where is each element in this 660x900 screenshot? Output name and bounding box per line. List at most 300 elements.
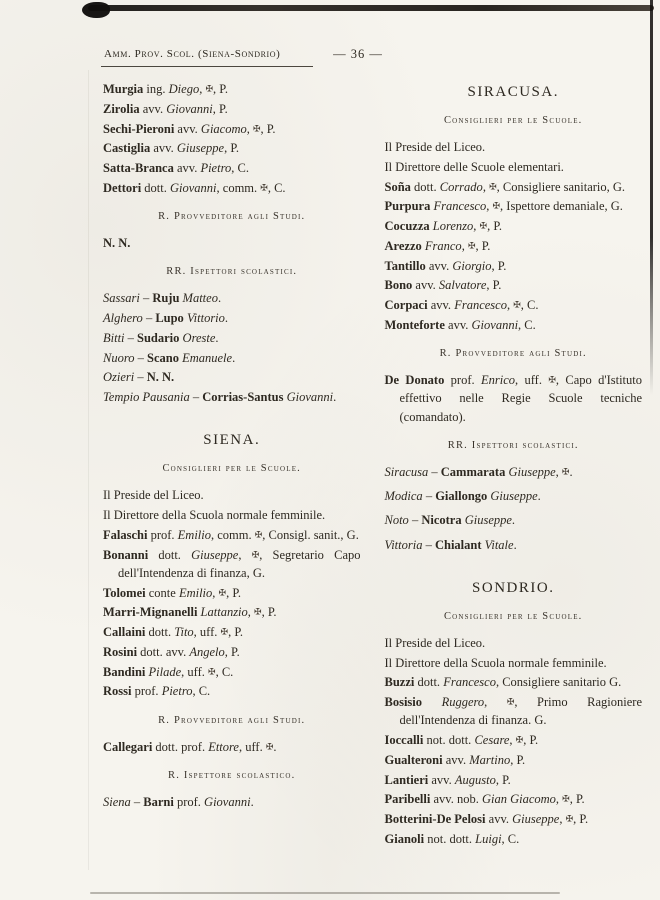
entry-text: Pietro [161,684,193,699]
entry-line [385,296,643,314]
entry-text: Scano [147,350,179,365]
entry-text: , [484,695,507,709]
decoration-cross-icon: ✠ [251,549,260,559]
decoration-cross-icon: ✠ [506,696,515,707]
entry-text: Ettore [208,739,239,754]
entry-text: Lantieri [384,772,429,787]
entry-line [385,536,643,554]
entry-text: , Primo Ragioniere dell'Intendenza di finanza. G. [399,695,642,728]
entry-text: Franco [424,238,462,253]
entry-text: , P. [491,258,507,273]
entry-text: . [224,311,229,325]
entry-text: , Segretario Capo dell'Intendenza di finanza, G. [118,547,361,580]
entry-text: dott. [141,180,170,195]
entry-group [103,234,361,252]
entry-text: . [513,537,517,552]
entry-text: , C. [192,684,211,699]
decoration-cross-icon: ✠ [515,734,524,745]
entry-text: conte [145,585,179,600]
entry-group [103,80,361,197]
entry-text: Bosisio [384,695,423,709]
entry-text: , P. [523,733,539,747]
entry-text: dott. prof. [152,739,209,754]
entry-text: Callaini [103,625,146,639]
entry-line [385,654,643,672]
entry-text: Corrias-Santus [202,390,284,404]
entry-text: Chialant [434,537,482,552]
entry-text: . [537,489,541,503]
entry-text: Giorgio [452,258,492,273]
entry-line [103,159,361,177]
entry-text: Ozieri [103,370,135,385]
entry-text: Angelo [189,644,225,659]
entry-text: , uff. [515,373,549,387]
entry-text: Callegari [103,739,153,754]
entry-text: . [511,513,516,528]
decoration-cross-icon: ✠ [562,793,570,804]
entry-text: Bono [384,278,413,293]
entry-text: Alghero [103,311,143,325]
entry-text: , Capo d'Istituto effettivo nelle Regie Scuole tecniche (comandato). [399,373,643,424]
entry-text: , [559,812,566,826]
entry-line [385,790,643,808]
entry-text: . [217,291,222,306]
entry-text: , P. [573,812,589,826]
entry-group [103,738,361,756]
r-provveditore-agli-studi-subheading: R. Provveditore agli Studi. [158,714,306,726]
entry-text: , [486,199,493,214]
entry-group [103,793,361,811]
running-header: Amm. Prov. Scol. (Siena-Sondrio) [104,48,281,60]
entry-text: N. N. [103,236,131,250]
entry-text: , P. [510,752,526,767]
entry-text: Giallongo [435,489,488,503]
entry-text: , uff. [181,664,209,679]
entry-text: , comm. [216,180,261,195]
entry-line [103,584,361,602]
decoration-cross-icon: ✠ [260,182,268,193]
entry-line [103,643,361,661]
entry-text: , [509,733,516,747]
entry-text: – [130,794,144,809]
entry-text: , P. [475,238,491,253]
entry-line [103,179,361,197]
entry-text: Falaschi [103,527,148,542]
entry-text: Bitti [103,330,125,345]
decoration-cross-icon: ✠ [208,666,216,676]
entry-text: – [139,291,153,306]
entry-text: Vittorio [186,311,225,325]
scan-artifact-top-edge [88,5,654,11]
entry-text: – [134,370,147,385]
entry-line [103,526,361,544]
entry-text: , [238,547,252,562]
entry-line [103,139,361,157]
entry-text: Il Preside del Liceo. [384,635,486,650]
entry-text: , P. [260,121,276,136]
header-rule [101,66,313,67]
entry-text: Nicotra [421,513,462,528]
entry-text: , Ispettore demaniale, G. [500,199,623,214]
entry-text: avv. [150,141,177,156]
consiglieri-per-le-scuole-subheading: Consiglieri per le Scuole. [443,610,583,622]
entry-text: avv. [425,258,453,273]
entry-text: De Donato [384,373,445,387]
entry-text: Rosini [103,644,138,659]
entry-text: . [215,330,219,345]
entry-text: avv. nob. [430,792,482,807]
entry-text: Il Direttore della Scuola normale femminile. [384,655,607,670]
entry-text: not. dott. [424,831,476,846]
consiglieri-per-le-scuole-subheading: Consiglieri per le Scuole. [162,463,302,475]
entry-text: Botterini-De Pelosi [384,812,486,826]
r-provveditore-agli-studi-subheading: R. Provveditore agli Studi. [158,211,306,222]
entry-text: Augusto [454,772,496,787]
entry-line [103,486,361,504]
entry-text: Satta-Branca [103,161,174,175]
entry-text: Emilio [177,527,211,542]
entry-text: dott. [145,625,175,639]
entry-text: , P. [261,605,277,620]
entry-text: , P. [224,644,240,659]
entry-line [103,738,361,756]
entry-text: , [461,238,468,253]
entry-line [385,316,643,334]
decoration-cross-icon: ✠ [254,606,262,617]
entry-line [103,368,361,386]
entry-line [103,682,361,700]
decoration-cross-icon: ✠ [265,741,274,751]
entry-text: Arezzo [384,238,422,253]
entry-line [103,234,361,252]
entry-text: Giuseppe [508,464,556,479]
entry-text: Giovanni [170,180,217,195]
entry-text: prof. [147,527,178,542]
entry-text: N. N. [146,370,175,385]
entry-text: , [482,179,490,194]
entry-text: Soña [384,179,411,194]
entry-text: – [422,489,436,503]
r-provveditore-agli-studi-subheading: R. Provveditore agli Studi. [439,348,587,359]
entry-text: . [569,464,573,479]
entry-line [103,100,361,118]
entry-text: , Consigliere sanitario G. [495,675,622,690]
entry-text: prof. [131,684,162,699]
entry-group [385,634,643,848]
page-number: — 36 — [333,47,383,61]
entry-text: Oreste [182,330,216,345]
entry-text: . [250,794,254,809]
entry-text: Giovanni [286,390,334,404]
entry-text: Lorenzo [432,219,474,233]
entry-text: – [134,350,147,365]
entry-text: Gianoli [384,831,425,846]
entry-text: , P. [224,141,240,156]
entry-text: – [124,330,138,345]
entry-text: Tolomei [103,585,146,600]
entry-text: Tantillo [384,258,426,273]
entry-text: Barni [143,794,174,809]
entry-line [385,257,643,275]
entry-text: Corpaci [384,298,428,312]
entry-text: , P. [213,82,228,96]
entry-text: Francesco [443,675,496,690]
entry-text: , uff. [193,625,221,639]
entry-text: . [333,390,337,404]
decoration-cross-icon: ✠ [561,466,570,477]
entry-text: Giuseppe [191,547,239,562]
content-columns [103,80,642,850]
entry-text: – [189,390,203,404]
entry-text: Murgia [103,82,144,96]
decoration-cross-icon: ✠ [218,587,227,597]
r-ispettore-scolastico-subheading: R. Ispettore scolastico. [168,769,296,781]
entry-text: ing. [143,82,169,96]
entry-group [385,463,643,554]
entry-text: , Consigl. sanit., G. [262,527,359,542]
entry-text: Giuseppe [464,513,512,528]
entry-text: Lattanzio [200,605,248,620]
decoration-cross-icon: ✠ [479,220,488,231]
entry-text: Tempio Pausania [103,390,190,404]
entry-line [385,217,643,235]
entry-line [385,673,643,691]
entry-text: , [246,121,253,136]
entry-text: avv. [174,121,201,136]
entry-text: , C. [231,161,249,175]
entry-text: Gian Giacomo [481,792,556,807]
entry-text: Giovanni [166,101,213,116]
entry-line [385,487,643,505]
entry-text: , P. [212,101,228,116]
entry-text: , [555,464,562,479]
entry-text: Sudario [137,330,180,345]
entry-text: , [506,298,514,312]
entry-text: , [247,605,255,620]
scan-artifact-bottom-line [90,892,560,894]
entry-text: Vitale [484,537,514,552]
entry-text: , P. [486,278,502,293]
decoration-cross-icon: ✠ [253,123,261,133]
entry-text: Giuseppe [490,489,538,503]
entry-text: Il Direttore della Scuola normale femminile. [103,508,326,522]
entry-line [103,289,361,307]
entry-line [103,388,361,406]
entry-text: Nuoro [103,350,135,365]
entry-line [103,80,361,98]
entry-text: Buzzi [384,675,415,690]
siena-heading: SIENA. [203,432,261,449]
entry-text: avv. [485,812,513,826]
entry-group [103,289,361,406]
rr-ispettori-scolastici-subheading: RR. Ispettori scolastici. [447,439,579,451]
entry-line [385,138,643,156]
entry-text: Sechi-Pieroni [103,121,175,136]
siracusa-heading: SIRACUSA. [467,84,559,100]
entry-line [103,349,361,367]
entry-group [385,138,643,334]
entry-group [385,371,643,426]
entry-text: , uff. [238,739,266,754]
entry-text: Francesco [433,199,487,214]
entry-text: Tito [174,625,194,639]
entry-text: Il Direttore delle Scuole elementari. [384,159,564,174]
entry-text: not. dott. [423,733,475,747]
entry-text: Martino [469,752,511,767]
entry-text: Pilade [148,664,182,679]
entry-text: Francesco [454,298,507,312]
entry-text: Ruju [152,291,180,306]
entry-text: avv. [428,772,455,787]
entry-line [385,830,643,848]
entry-text: Matteo [182,291,218,306]
entry-text: Corrado [439,179,483,194]
entry-text: Salvatore [438,278,487,293]
entry-text: Vittoria [384,537,423,552]
entry-text: Cocuzza [384,219,430,233]
entry-line [385,511,643,529]
decoration-cross-icon: ✠ [548,374,556,385]
entry-line [385,751,643,769]
entry-text: avv. [427,298,455,312]
entry-text: , C. [520,298,539,312]
entry-text: Zirolia [103,101,140,116]
entry-text: , P. [226,585,242,600]
entry-line [385,158,643,176]
entry-line [103,603,361,621]
entry-text: prof. [444,373,481,387]
entry-text: avv. [173,161,201,175]
entry-text: – [142,311,156,325]
entry-text: dott. avv. [137,644,190,659]
decoration-cross-icon: ✠ [513,299,521,310]
entry-text: , [473,219,480,233]
entry-line [385,693,643,730]
consiglieri-per-le-scuole-subheading: Consiglieri per le Scuole. [443,115,583,126]
decoration-cross-icon: ✠ [492,200,501,211]
entry-text: Purpura [384,199,431,214]
decoration-cross-icon: ✠ [205,83,213,94]
entry-text: Luigi [475,831,502,846]
entry-text: , P. [487,219,503,233]
entry-text: , comm. [211,527,255,542]
entry-text: Siracusa [384,464,429,479]
entry-text: Sassari [103,291,140,306]
entry-text: Enrico [480,373,516,387]
entry-text: Giacomo [200,121,247,136]
entry-group [103,486,361,700]
entry-text: dott. [414,675,444,690]
entry-text: Monteforte [384,317,445,332]
entry-text: Paribelli [384,792,431,807]
entry-text: dott. [148,547,192,562]
entry-text: Noto [384,513,409,528]
entry-text: , Consigliere sanitario, G. [496,179,626,194]
entry-text: dott. [410,179,440,194]
entry-line [385,810,643,828]
entry-text: Ioccalli [384,733,424,747]
entry-text: Bonanni [103,547,149,562]
entry-text: . [273,739,277,754]
entry-text: Lupo [155,311,184,325]
entry-line [103,663,361,681]
entry-line [385,276,643,294]
entry-text: , P. [228,625,244,639]
rr-ispettori-scolastici-subheading: RR. Ispettori scolastici. [166,266,298,278]
entry-text: , [199,82,206,96]
entry-line [103,506,361,524]
entry-text: – [422,537,435,552]
entry-text: Siena [103,794,131,809]
entry-text: , [212,585,219,600]
entry-text: Giovanni [204,794,251,809]
entry-text: Ruggero [441,695,485,709]
sondrio-heading: SONDRIO. [472,579,555,596]
entry-text: , C. [518,317,536,332]
decoration-cross-icon: ✠ [467,240,476,251]
entry-text [422,695,442,709]
entry-text: – [408,513,422,528]
decoration-cross-icon: ✠ [254,529,263,540]
entry-line [385,731,643,749]
entry-text: Castiglia [103,141,151,156]
entry-text: Modica [384,489,423,503]
entry-text: Giuseppe [176,141,225,156]
entry-text: Cammarata [440,464,506,479]
scan-artifact-right-edge [650,0,653,395]
entry-line [103,546,361,583]
entry-text: Cesare [474,733,510,747]
entry-line [103,120,361,138]
entry-text: Emilio [178,585,213,600]
scan-artifact-gutter-shadow [88,70,89,870]
entry-text: Diego [168,82,200,96]
entry-text: Dettori [103,180,142,195]
entry-text: Giuseppe [512,812,560,826]
entry-line [103,623,361,641]
entry-text: , P. [495,772,511,787]
entry-text: – [428,464,441,479]
entry-line [385,634,643,652]
entry-line [385,197,643,215]
entry-text: Emanuele [182,350,233,365]
entry-text: avv. [412,278,439,293]
entry-line [385,178,643,196]
entry-text: Gualteroni [384,752,443,767]
entry-line [385,463,643,481]
entry-text: avv. [442,752,470,767]
entry-text: avv. [444,317,472,332]
entry-line [103,309,361,327]
entry-text: Pietro [200,161,232,175]
entry-text: , C. [267,180,286,195]
entry-text: Marri-Mignanelli [103,605,198,620]
decoration-cross-icon: ✠ [220,626,229,637]
entry-text: Giovanni [471,317,519,332]
text-column-2 [385,80,643,850]
decoration-cross-icon: ✠ [489,181,497,191]
entry-text: avv. [139,101,167,116]
entry-text: Rossi [103,684,132,699]
entry-text: , [555,792,563,807]
entry-line [385,771,643,789]
entry-text: , C. [501,831,520,846]
text-column-1 [103,80,361,850]
entry-line [385,237,643,255]
entry-line [385,371,643,426]
entry-text: , P. [569,792,585,807]
entry-text: Bandini [103,664,146,679]
